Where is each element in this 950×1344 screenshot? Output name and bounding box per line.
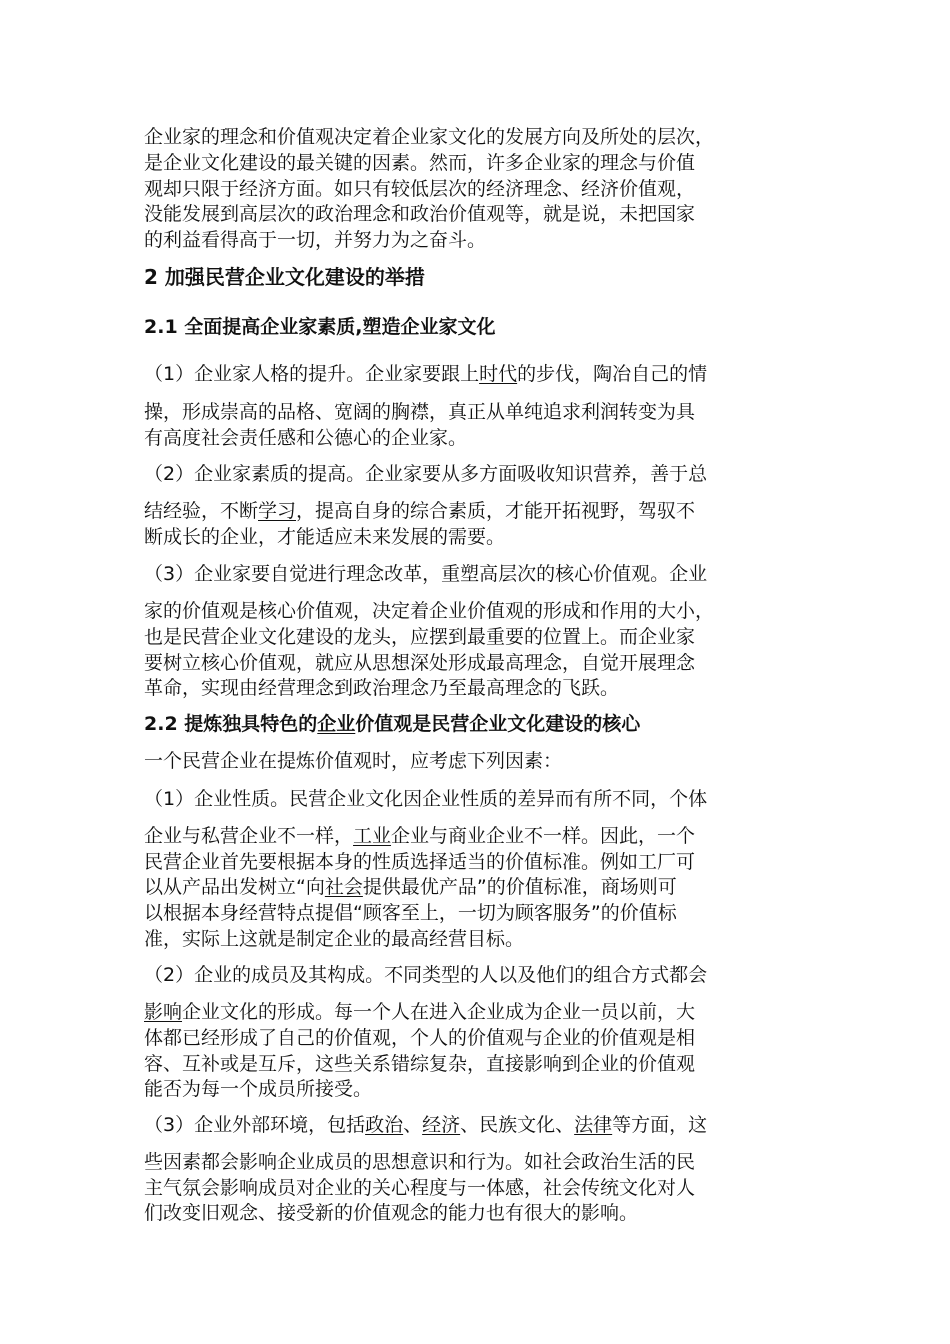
paragraph-line: 要树立核心价值观，就应从思想深处形成最高理念，自觉开展理念 <box>144 652 696 674</box>
paragraph-line: 革命，实现由经营理念到政治理念乃至最高理念的飞跃。 <box>144 677 620 699</box>
paragraph-line: 容、互补或是互斥，这些关系错综复杂，直接影响到企业的价值观 <box>144 1053 696 1075</box>
text-run: 企业与商业企业不一样。因此，一个 <box>391 825 696 847</box>
subsection-heading <box>144 711 640 737</box>
link-xuexi[interactable]: 学习 <box>258 500 297 522</box>
paragraph-line: 观却只限于经济方面。如只有较低层次的经济理念、经济价值观， <box>144 178 696 200</box>
link-yingxiang[interactable]: 影响 <box>144 1001 183 1023</box>
paragraph-line <box>144 361 707 387</box>
paragraph-line: 企业家的理念和价值观决定着企业家文化的发展方向及所处的层次， <box>144 126 715 148</box>
paragraph-line: 主气氛会影响成员对企业的关心程度与一体感，社会传统文化对人 <box>144 1177 696 1199</box>
paragraph-line: 没能发展到高层次的政治理念和政治价值观等，就是说，未把国家 <box>144 203 696 225</box>
paragraph-line: （1）企业性质。民营企业文化因企业性质的差异而有所不同，个体 <box>144 788 708 810</box>
heading-run: 价值观是民营企业文化建设的核心 <box>355 713 641 735</box>
paragraph-line <box>144 823 695 849</box>
paragraph-line: 们改变旧观念、接受新的价值观念的能力也有很大的影响。 <box>144 1202 639 1224</box>
link-falv[interactable]: 法律 <box>574 1114 613 1136</box>
text-run: 等方面，这 <box>612 1114 708 1136</box>
paragraph-line: 断成长的企业，才能适应未来发展的需要。 <box>144 526 506 548</box>
paragraph-line: 家的价值观是核心价值观，决定着企业价值观的形成和作用的大小， <box>144 600 715 622</box>
text-run: 的步伐，陶冶自己的情 <box>517 363 708 385</box>
text-run: （1）企业家人格的提升。企业家要跟上 <box>144 363 480 385</box>
paragraph-line <box>144 1112 707 1138</box>
paragraph-line <box>144 498 695 524</box>
paragraph-line: 能否为每一个成员所接受。 <box>144 1078 373 1100</box>
subsection-heading: 2.1 全面提高企业家素质,塑造企业家文化 <box>144 316 496 338</box>
paragraph-line: 些因素都会影响企业成员的思想意识和行为。如社会政治生活的民 <box>144 1151 696 1173</box>
paragraph-line: 民营企业首先要根据本身的性质选择适当的价值标准。例如工厂可 <box>144 851 696 873</box>
paragraph-line: 准，实际上这就是制定企业的最高经营目标。 <box>144 928 525 950</box>
text-run: 、民族文化、 <box>460 1114 575 1136</box>
link-qiye[interactable]: 企业 <box>317 713 356 735</box>
text-run: （3）企业外部环境，包括 <box>144 1114 366 1136</box>
link-jingji[interactable]: 经济 <box>422 1114 461 1136</box>
paragraph-line: 操，形成崇高的品格、宽阔的胸襟，真正从单纯追求利润转变为具 <box>144 401 696 423</box>
link-gongye[interactable]: 工业 <box>353 825 392 847</box>
text-run: ，提高自身的综合素质，才能开拓视野，驾驭不 <box>296 500 696 522</box>
link-shidai[interactable]: 时代 <box>479 363 518 385</box>
paragraph-line: 有高度社会责任感和公德心的企业家。 <box>144 427 468 449</box>
paragraph-line: （2）企业的成员及其构成。不同类型的人以及他们的组合方式都会 <box>144 964 708 986</box>
paragraph-line: 体都已经形成了自己的价值观，个人的价值观与企业的价值观是相 <box>144 1027 696 1049</box>
section-heading: 2 加强民营企业文化建设的举措 <box>144 265 425 289</box>
text-run: 以从产品出发树立“向 <box>144 876 325 898</box>
text-run: 、 <box>403 1114 423 1136</box>
text-run: 结经验，不断 <box>144 500 259 522</box>
paragraph-line: 是企业文化建设的最关键的因素。然而，许多企业家的理念与价值 <box>144 152 696 174</box>
text-run: 提供最优产品”的价值标准，商场则可 <box>362 876 677 898</box>
paragraph-line: 也是民营企业文化建设的龙头，应摆到最重要的位置上。而企业家 <box>144 626 696 648</box>
paragraph-line: （2）企业家素质的提高。企业家要从多方面吸收知识营养，善于总 <box>144 463 708 485</box>
paragraph-line: （3）企业家要自觉进行理念改革，重塑高层次的核心价值观。企业 <box>144 563 708 585</box>
heading-run: 2.2 提炼独具特色的 <box>144 713 318 735</box>
paragraph-line: 一个民营企业在提炼价值观时，应考虑下列因素： <box>144 750 563 772</box>
text-run: 企业与私营企业不一样， <box>144 825 354 847</box>
paragraph-line <box>144 874 677 900</box>
paragraph-line <box>144 999 695 1025</box>
text-run: 企业文化的形成。每一个人在进入企业成为企业一员以前，大 <box>182 1001 696 1023</box>
paragraph-line: 以根据本身经营特点提倡“顾客至上，一切为顾客服务”的价值标 <box>144 902 677 924</box>
paragraph-line: 的利益看得高于一切，并努力为之奋斗。 <box>144 229 487 251</box>
link-zhengzhi[interactable]: 政治 <box>365 1114 404 1136</box>
link-shehui[interactable]: 社会 <box>324 876 363 898</box>
